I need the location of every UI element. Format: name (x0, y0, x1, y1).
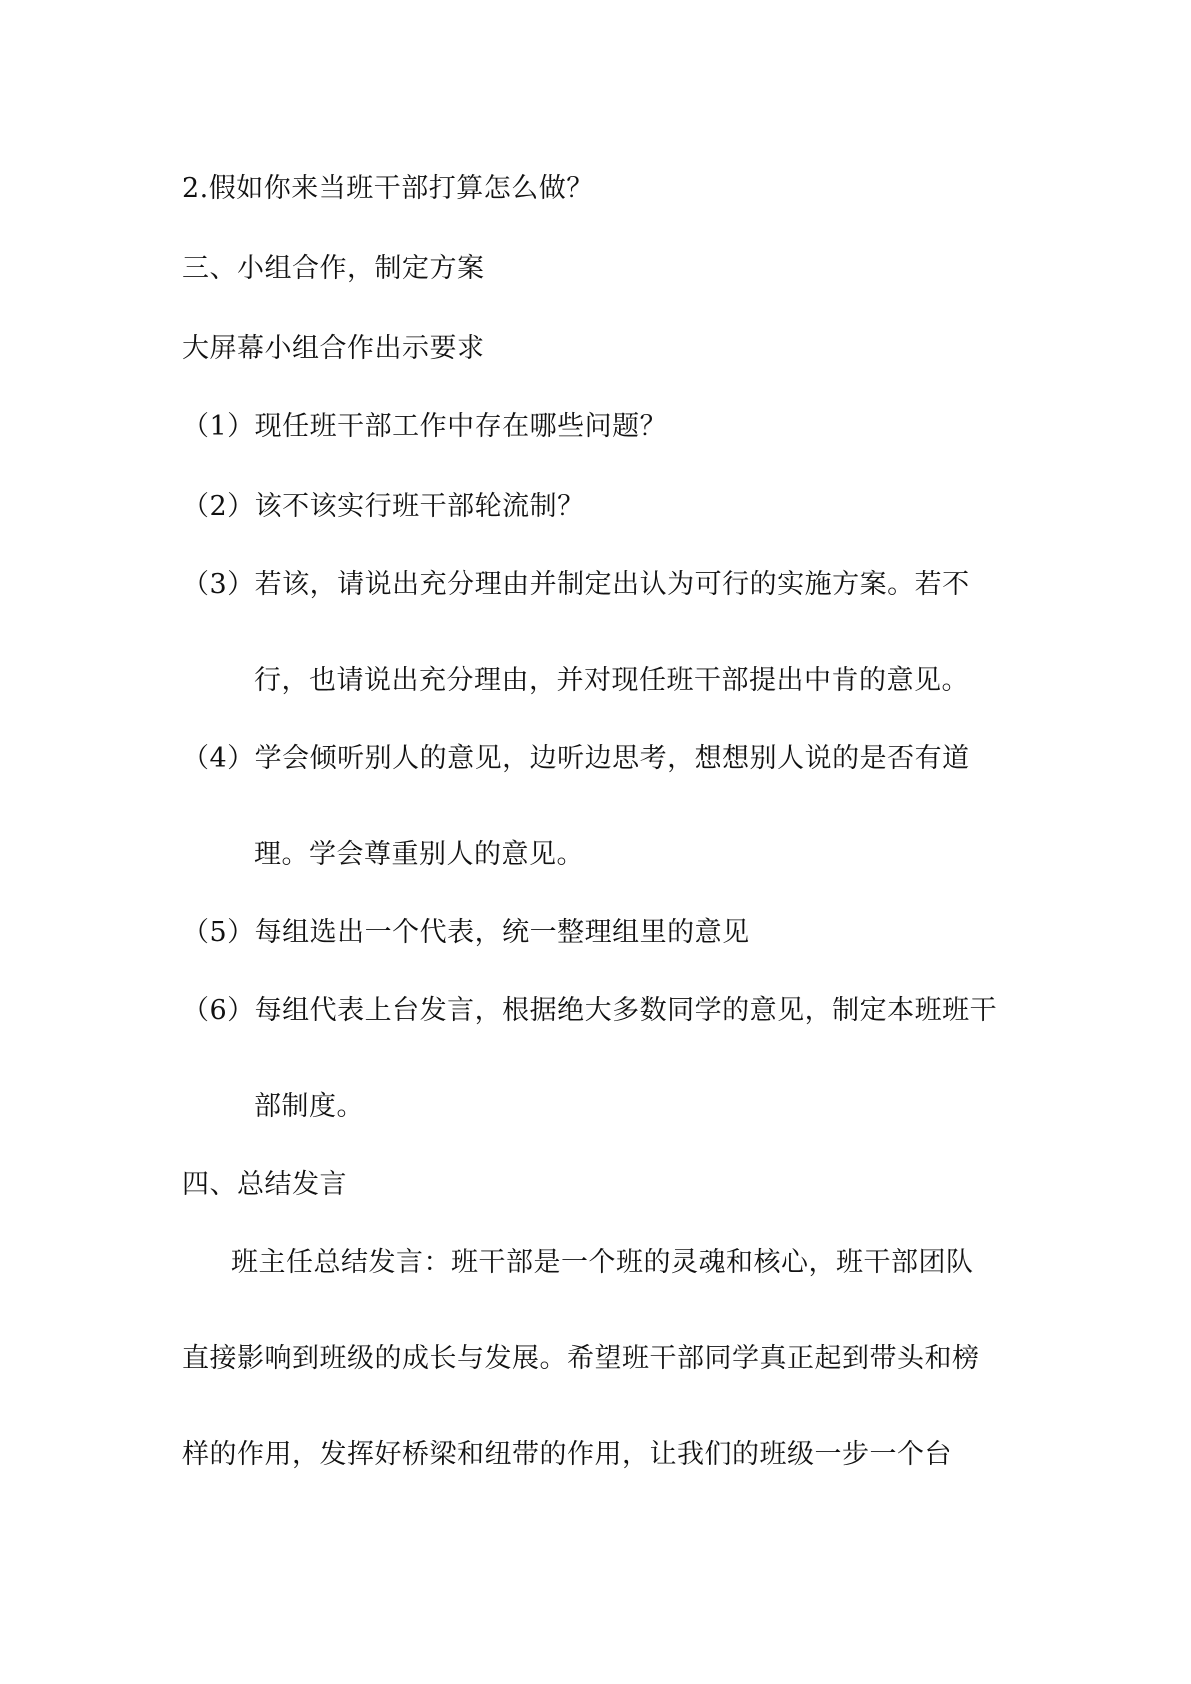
paragraph-requirements-intro: 大屏幕小组合作出示要求 (182, 333, 485, 364)
section-heading-4: 四、总结发言 (182, 1169, 347, 1200)
list-item-1: （1）现任班干部工作中存在哪些问题？ (182, 411, 668, 442)
summary-paragraph-line-1: 班主任总结发言：班干部是一个班的灵魂和核心，班干部团队 (231, 1247, 974, 1278)
section-heading-3: 三、小组合作，制定方案 (182, 253, 485, 284)
question-2: 2.假如你来当班干部打算怎么做？ (182, 173, 594, 204)
list-item-3-continued: 行，也请说出充分理由，并对现任班干部提出中肯的意见。 (254, 665, 969, 696)
list-item-2: （2）该不该实行班干部轮流制？ (182, 491, 585, 522)
summary-paragraph-line-2: 直接影响到班级的成长与发展。希望班干部同学真正起到带头和榜 (182, 1343, 980, 1374)
list-item-4-continued: 理。学会尊重别人的意见。 (254, 839, 584, 870)
list-item-5: （5）每组选出一个代表，统一整理组里的意见 (182, 917, 750, 948)
list-item-6: （6）每组代表上台发言，根据绝大多数同学的意见，制定本班班干 (182, 995, 998, 1026)
list-item-3: （3）若该，请说出充分理由并制定出认为可行的实施方案。若不 (182, 569, 970, 600)
summary-paragraph-line-3: 样的作用，发挥好桥梁和纽带的作用，让我们的班级一步一个台 (182, 1439, 952, 1470)
list-item-4: （4）学会倾听别人的意见，边听边思考，想想别人说的是否有道 (182, 743, 970, 774)
list-item-6-continued: 部制度。 (254, 1091, 364, 1122)
